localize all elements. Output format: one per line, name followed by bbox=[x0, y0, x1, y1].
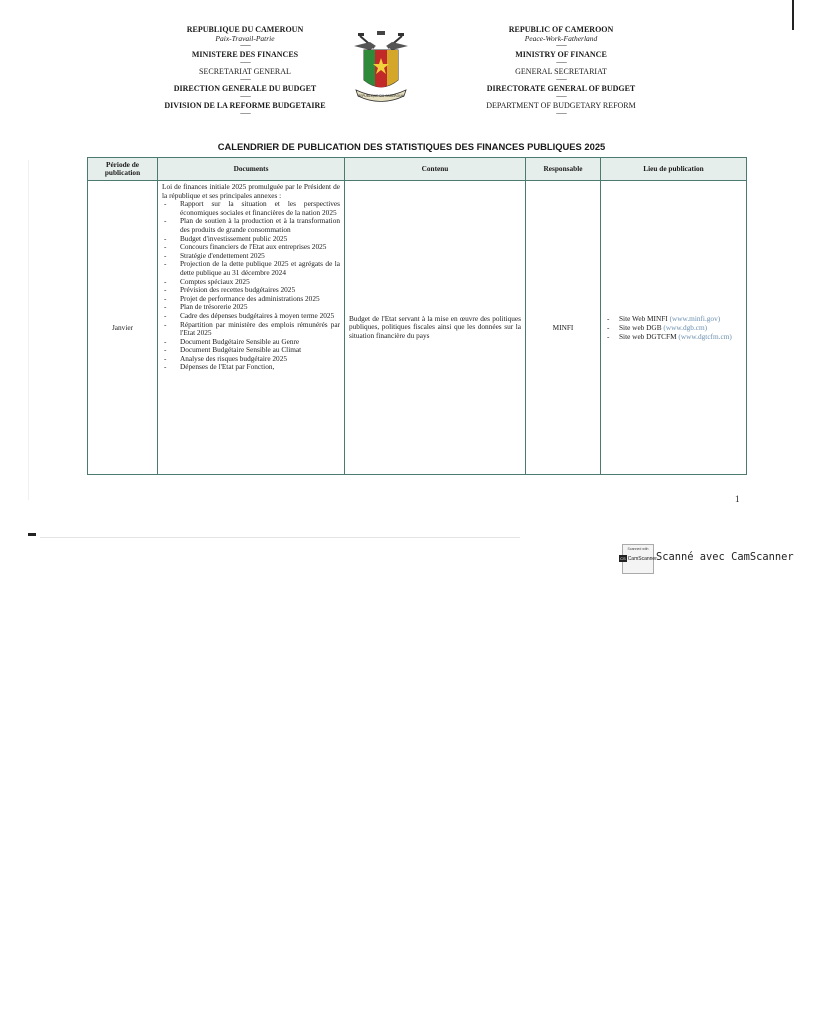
scan-artifact bbox=[28, 533, 36, 536]
camscanner-logo-icon bbox=[620, 544, 657, 574]
separator: ---------- bbox=[240, 77, 250, 83]
cameroon-coat-of-arms-icon bbox=[350, 28, 412, 106]
separator: ---------- bbox=[556, 111, 566, 117]
header-left-motto: Paix-Travail-Patrie bbox=[215, 34, 275, 43]
separator: ---------- bbox=[240, 94, 250, 100]
list-item: - Analyse des risques budgétaire 2025 bbox=[162, 355, 340, 364]
lieu-label: Site web DGB bbox=[619, 323, 662, 332]
list-item: - Projet de performance des administrations 2025 bbox=[162, 295, 340, 304]
scan-artifact-line bbox=[40, 537, 520, 538]
separator: ---------- bbox=[240, 111, 250, 117]
list-item: - Prévision des recettes budgétaires 2025 bbox=[162, 286, 340, 295]
list-item bbox=[605, 323, 742, 332]
header-left-direction: DIRECTION GENERALE DU BUDGET bbox=[173, 84, 317, 93]
column-header-responsable: Responsable bbox=[526, 158, 601, 181]
column-header-periode: Période de publication bbox=[88, 158, 158, 181]
list-item: - Rapport sur la situation et les perspectives économiques sociales et financières de la nation 2025 bbox=[162, 200, 340, 217]
separator: ---------- bbox=[556, 94, 566, 100]
camscanner-watermark: Scanné avec CamScanner bbox=[656, 551, 794, 563]
list-item: - Comptes spéciaux 2025 bbox=[162, 278, 340, 287]
camscanner-logo-small-text: Scanned with bbox=[627, 547, 649, 551]
lieu-label: Site web DGTCFM bbox=[619, 332, 677, 341]
table-row bbox=[88, 181, 747, 475]
header-right-division: DEPARTMENT OF BUDGETARY REFORM bbox=[486, 101, 636, 110]
list-item: - Plan de trésorerie 2025 bbox=[162, 303, 340, 312]
list-item: - Budget d'investissement public 2025 bbox=[162, 235, 340, 244]
list-item: - Cadre des dépenses budgétaires à moyen terme 2025 bbox=[162, 312, 340, 321]
table-header-row bbox=[88, 158, 747, 181]
list-item: - Dépenses de l'Etat par Fonction, bbox=[162, 363, 340, 372]
list-item: - Document Budgétaire Sensible au Genre bbox=[162, 338, 340, 347]
documents-list bbox=[162, 200, 340, 372]
separator: ---------- bbox=[240, 43, 250, 49]
separator: ---------- bbox=[240, 60, 250, 66]
scan-edge-shadow bbox=[28, 160, 29, 500]
header-right-country: REPUBLIC OF CAMEROON bbox=[508, 25, 614, 34]
minfi-link[interactable]: (www.minfi.gov) bbox=[669, 314, 721, 323]
column-header-lieu: Lieu de publication bbox=[601, 158, 747, 181]
column-header-documents: Documents bbox=[158, 158, 345, 181]
list-item bbox=[605, 314, 742, 323]
header-right-motto: Peace-Work-Fatherland bbox=[524, 34, 598, 43]
list-item: - Répartition par ministère des emplois rémunérés par l'Etat 2025 bbox=[162, 321, 340, 338]
header-right-direction: DIRECTORATE GENERAL OF BUDGET bbox=[486, 84, 636, 93]
header-left-secretariat: SECRETARIAT GENERAL bbox=[199, 67, 291, 76]
documents-intro: Loi de finances initiale 2025 promulguée par le Président de la république et ses principales annexes : bbox=[162, 182, 340, 200]
lieu-list bbox=[605, 314, 742, 341]
camscanner-logo-brand: CamScanner bbox=[627, 555, 657, 562]
header-right-secretariat: GENERAL SECRETARIAT bbox=[515, 67, 607, 76]
scan-edge-mark bbox=[792, 0, 794, 30]
list-item: - Document Budgétaire Sensible au Climat bbox=[162, 346, 340, 355]
separator: ---------- bbox=[556, 43, 566, 49]
crest-scroll-text: REPUBLIQUE DU CAMEROUN bbox=[358, 94, 404, 98]
list-item: - Projection de la dette publique 2025 et agrégats de la dette publique au 31 décembre 2024 bbox=[162, 260, 340, 277]
document-title: CALENDRIER DE PUBLICATION DES STATISTIQUES DES FINANCES PUBLIQUES 2025 bbox=[217, 141, 606, 152]
camscanner-badge: CS bbox=[620, 556, 626, 561]
header-left-ministry: MINISTERE DES FINANCES bbox=[191, 50, 299, 59]
lieu-label: Site Web MINFI bbox=[619, 314, 668, 323]
list-item: - Stratégie d'endettement 2025 bbox=[162, 252, 340, 261]
page-number: 1 bbox=[735, 494, 740, 504]
cell-contenu: Budget de l'Etat servant à la mise en œuvre des politiques publiques, politiques fiscales ainsi que les données sur la situation financière du pays bbox=[345, 181, 526, 475]
header-left-division: DIVISION DE LA REFORME BUDGETAIRE bbox=[164, 101, 326, 110]
separator: ---------- bbox=[556, 77, 566, 83]
list-item bbox=[605, 332, 742, 341]
header-right-block bbox=[466, 24, 656, 117]
dgtcfm-link[interactable]: (www.dgtcfm.cm) bbox=[678, 332, 732, 341]
header-left-country: REPUBLIQUE DU CAMEROUN bbox=[186, 25, 304, 34]
publication-calendar-table bbox=[87, 157, 747, 475]
cell-lieu bbox=[601, 181, 747, 475]
dgb-link[interactable]: (www.dgb.cm) bbox=[663, 323, 708, 332]
cell-responsable: MINFI bbox=[526, 181, 601, 475]
cell-documents bbox=[158, 181, 345, 475]
header-left-block bbox=[150, 24, 340, 117]
separator: ---------- bbox=[556, 60, 566, 66]
cell-periode: Janvier bbox=[88, 181, 158, 475]
list-item: - Plan de soutien à la production et à la transformation des produits de grande consommation bbox=[162, 217, 340, 234]
header-right-ministry: MINISTRY OF FINANCE bbox=[515, 50, 607, 59]
list-item: - Concours financiers de l'Etat aux entreprises 2025 bbox=[162, 243, 340, 252]
column-header-contenu: Contenu bbox=[345, 158, 526, 181]
